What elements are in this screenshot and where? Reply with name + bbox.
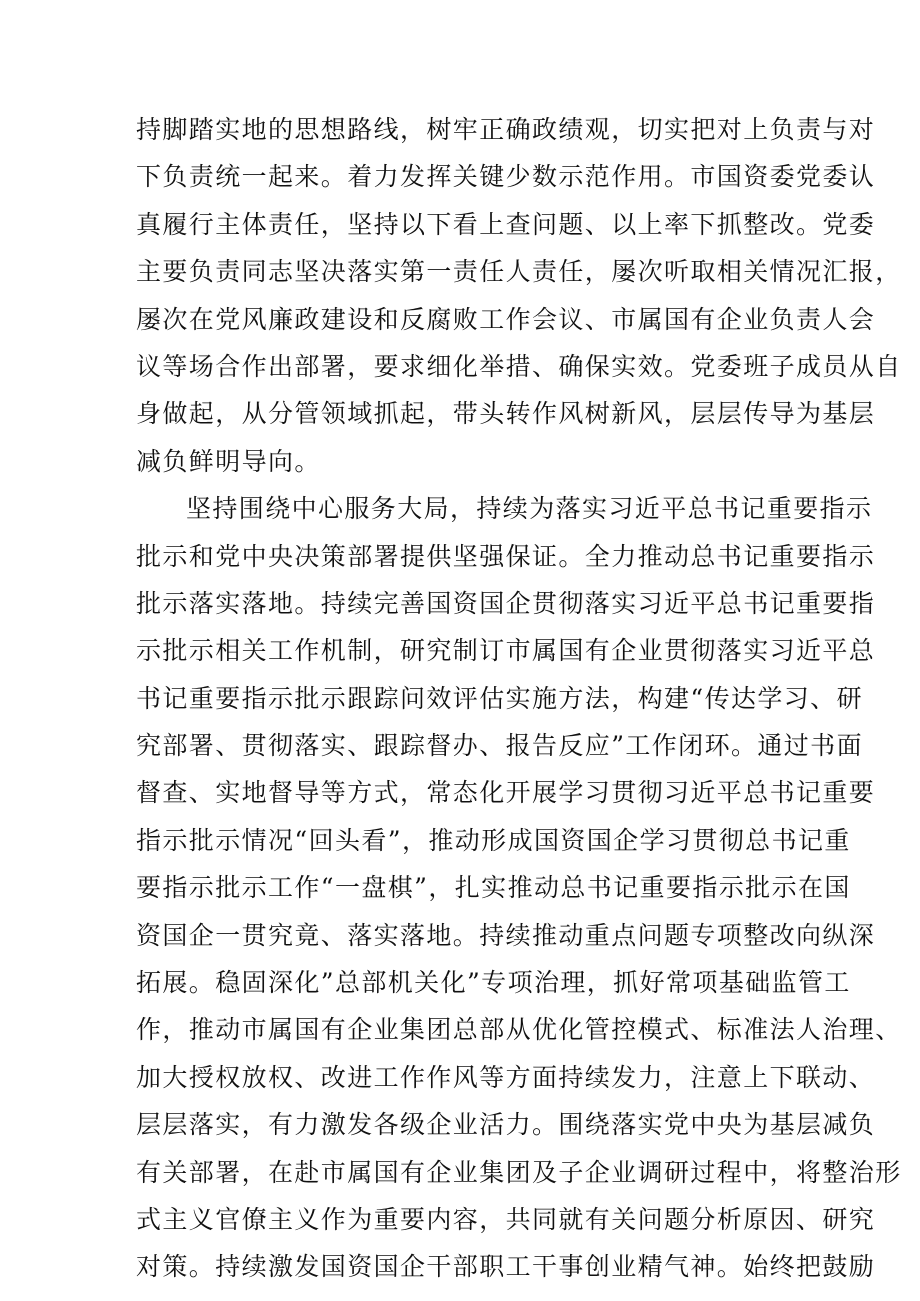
text-line: 督查、实地督导等方式，常态化开展学习贯彻习近平总书记重要 <box>136 778 876 808</box>
text-line: 拓展。稳固深化”总部机关化”专项治理，抓好常项基础监管工 <box>136 968 851 998</box>
text-line: 资国企一贯究竟、落实落地。持续推动重点问题专项整改向纵深 <box>136 920 876 950</box>
text-line: 要指示批示工作“一盘棋”，扎实推动总书记重要指示批示在国 <box>136 873 851 903</box>
text-line: 式主义官僚主义作为重要内容，共同就有关问题分析原因、研究 <box>136 1204 876 1234</box>
text-line: 示批示相关工作机制，研究制订市属国有企业贯彻落实习近平总 <box>136 636 876 666</box>
text-line: 作，推动市属国有企业集团总部从优化管控模式、标准法人治理、 <box>136 1015 902 1045</box>
text-line: 层层落实，有力激发各级企业活力。围绕落实党中央为基层减负 <box>136 1110 876 1140</box>
text-line: 议等场合作出部署，要求细化举措、确保实效。党委班子成员从自 <box>136 351 902 381</box>
paragraph-1 <box>136 106 902 485</box>
text-line: 对策。持续激发国资国企干部职工干事创业精气神。始终把鼓励 <box>136 1252 876 1282</box>
text-line: 身做起，从分管领域抓起，带头转作风树新风，层层传导为基层 <box>136 399 876 429</box>
text-line: 究部署、贯彻落实、跟踪督办、报告反应”工作闭环。通过书面 <box>136 731 863 761</box>
text-line: 批示落实落地。持续完善国资国企贯彻落实习近平总书记重要指 <box>136 588 876 618</box>
document-body <box>136 106 902 1291</box>
text-line: 减负鲜明导向。 <box>136 446 321 476</box>
text-line: 加大授权放权、改进工作作风等方面持续发力，注意上下联动、 <box>136 1062 876 1092</box>
text-line: 屡次在党风廉政建设和反腐败工作会议、市属国有企业负责人会 <box>136 304 876 334</box>
text-line: 批示和党中央决策部署提供坚强保证。全力推动总书记重要指示 <box>136 541 876 571</box>
text-line: 书记重要指示批示跟踪问效评估实施方法，构建“传达学习、研 <box>136 683 863 713</box>
text-line: 指示批示情况“回头看”，推动形成国资国企学习贯彻总书记重 <box>136 825 851 855</box>
text-line: 有关部署，在赴市属国有企业集团及子企业调研过程中，将整治形 <box>136 1157 902 1187</box>
paragraph-2 <box>136 485 902 1291</box>
text-line: 下负责统一起来。着力发挥关键少数示范作用。市国资委党委认 <box>136 162 876 192</box>
text-line: 坚持围绕中心服务大局，持续为落实习近平总书记重要指示 <box>186 494 873 524</box>
text-line: 主要负责同志坚决落实第一责任人责任，屡次听取相关情况汇报， <box>136 257 902 287</box>
text-line: 持脚踏实地的思想路线，树牢正确政绩观，切实把对上负责与对 <box>136 115 876 144</box>
text-line: 真履行主体责任，坚持以下看上查问题、以上率下抓整改。党委 <box>136 209 876 239</box>
